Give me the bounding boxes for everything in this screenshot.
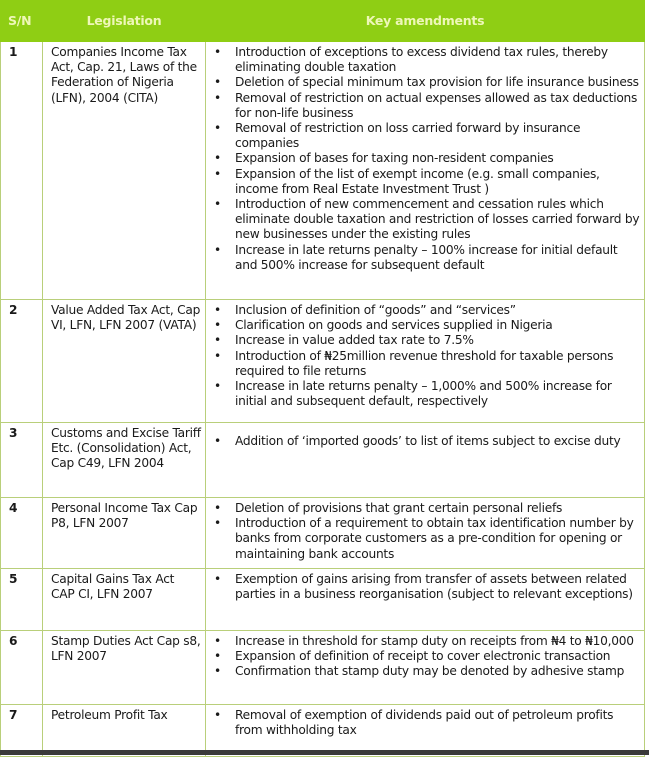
amendment-item bbox=[214, 243, 640, 273]
bottom-edge bbox=[0, 750, 649, 755]
header-legislation: Legislation bbox=[43, 1, 206, 42]
bullet-icon: • bbox=[214, 379, 221, 394]
amendment-item bbox=[214, 664, 640, 679]
amendments-list bbox=[214, 501, 640, 562]
bullet-icon: • bbox=[214, 707, 221, 722]
amendment-item bbox=[214, 333, 640, 348]
amendments-list bbox=[214, 708, 640, 738]
row-legislation: Petroleum Profit Tax bbox=[43, 704, 206, 756]
row-legislation: Personal Income Tax Cap P8, LFN 2007 bbox=[43, 498, 206, 569]
amendment-text: Confirmation that stamp duty may be denoted by adhesive stamp bbox=[235, 664, 625, 679]
bullet-icon: • bbox=[214, 348, 221, 363]
row-legislation: Customs and Excise Tariff Etc. (Consolidation) Act, Cap C49, LFN 2004 bbox=[43, 423, 206, 498]
bullet-icon: • bbox=[214, 303, 221, 317]
row-serial-number: 5 bbox=[1, 568, 43, 630]
bullet-icon: • bbox=[214, 90, 221, 105]
table-row bbox=[1, 423, 645, 498]
amendment-text: Increase in late returns penalty – 100% increase for initial default and 500% increase for subsequent default bbox=[235, 242, 618, 272]
amendment-text: Removal of restriction on loss carried forward by insurance companies bbox=[235, 121, 581, 151]
amendment-text: Expansion of the list of exempt income (e.g. small companies, income from Real Estate Investment Trust ) bbox=[235, 166, 600, 196]
row-serial-number: 1 bbox=[1, 42, 43, 300]
amendment-text: Removal of exemption of dividends paid out of petroleum profits from withholding tax bbox=[235, 707, 614, 738]
amendment-item bbox=[214, 708, 640, 738]
bullet-icon: • bbox=[214, 649, 221, 664]
table-row bbox=[1, 568, 645, 630]
amendment-text: Introduction of exceptions to excess dividend tax rules, thereby eliminating double taxation bbox=[235, 45, 608, 75]
row-amendments bbox=[206, 423, 645, 498]
row-serial-number: 2 bbox=[1, 300, 43, 423]
header-row bbox=[1, 1, 645, 42]
amendment-item bbox=[214, 151, 640, 166]
row-serial-number: 3 bbox=[1, 423, 43, 498]
row-amendments bbox=[206, 300, 645, 423]
amendment-text: Expansion of definition of receipt to cover electronic transaction bbox=[235, 649, 611, 664]
row-amendments bbox=[206, 498, 645, 569]
amendment-text: Introduction of a requirement to obtain tax identification number by banks from corporate customers as a pre-condition for opening or maintaining bank accounts bbox=[235, 516, 634, 561]
amendment-item bbox=[214, 197, 640, 243]
amendment-text: Removal of restriction on actual expenses allowed as tax deductions for non-life business bbox=[235, 90, 638, 120]
amendment-text: Clarification on goods and services supplied in Nigeria bbox=[235, 318, 553, 333]
amendment-item bbox=[214, 434, 640, 449]
table-row bbox=[1, 498, 645, 569]
bullet-icon: • bbox=[214, 197, 221, 212]
bullet-icon: • bbox=[214, 571, 221, 586]
amendment-item bbox=[214, 75, 640, 90]
amendments-list bbox=[214, 303, 640, 409]
row-legislation: Value Added Tax Act, Cap VI, LFN, LFN 2007 (VATA) bbox=[43, 300, 206, 423]
amendment-item bbox=[214, 167, 640, 197]
table-row bbox=[1, 704, 645, 756]
amendment-item bbox=[214, 91, 640, 121]
bullet-icon: • bbox=[214, 501, 221, 515]
amendments-list bbox=[214, 572, 640, 602]
amendment-item bbox=[214, 45, 640, 75]
amendment-item bbox=[214, 349, 640, 379]
row-serial-number: 7 bbox=[1, 704, 43, 756]
amendment-text: Introduction of ₦25million revenue threshold for taxable persons required to file returns bbox=[235, 348, 614, 378]
amendment-item bbox=[214, 121, 640, 151]
amendment-text: Exemption of gains arising from transfer of assets between related parties in a business reorganisation (subject to relevant exceptions) bbox=[235, 571, 633, 602]
amendment-item bbox=[214, 572, 640, 602]
amendment-text: Increase in value added tax rate to 7.5% bbox=[235, 333, 474, 348]
amendment-text: Deletion of provisions that grant certain personal reliefs bbox=[235, 501, 563, 515]
bullet-icon: • bbox=[214, 516, 221, 531]
bullet-icon: • bbox=[214, 121, 221, 136]
row-amendments bbox=[206, 42, 645, 300]
table-row bbox=[1, 300, 645, 423]
header-key-amendments: Key amendments bbox=[206, 1, 645, 42]
amendment-item bbox=[214, 303, 640, 318]
table-row bbox=[1, 42, 645, 300]
amendments-list bbox=[214, 45, 640, 273]
amendment-text: Inclusion of definition of “goods” and “services” bbox=[235, 303, 516, 317]
bullet-icon: • bbox=[214, 75, 221, 90]
row-legislation: Companies Income Tax Act, Cap. 21, Laws of the Federation of Nigeria (LFN), 2004 (CITA) bbox=[43, 42, 206, 300]
bullet-icon: • bbox=[214, 318, 221, 333]
bullet-icon: • bbox=[214, 333, 221, 348]
amendment-text: Expansion of bases for taxing non-resident companies bbox=[235, 151, 554, 166]
table-row bbox=[1, 630, 645, 704]
amendment-item bbox=[214, 634, 640, 649]
bullet-icon: • bbox=[214, 242, 221, 257]
amendment-item bbox=[214, 379, 640, 409]
bullet-icon: • bbox=[214, 151, 221, 166]
row-amendments bbox=[206, 630, 645, 704]
bullet-icon: • bbox=[214, 434, 221, 448]
amendment-text: Addition of ‘imported goods’ to list of items subject to excise duty bbox=[235, 434, 621, 448]
bullet-icon: • bbox=[214, 166, 221, 181]
amendment-text: Introduction of new commencement and cessation rules which eliminate double taxation and restriction of losses carried forward by new businesses under the existing rules bbox=[235, 197, 640, 242]
amendment-text: Deletion of special minimum tax provision for life insurance business bbox=[235, 75, 639, 90]
amendments-list bbox=[214, 434, 640, 449]
header-sn: S/N bbox=[1, 1, 43, 42]
row-serial-number: 4 bbox=[1, 498, 43, 569]
row-amendments bbox=[206, 704, 645, 756]
amendment-item bbox=[214, 318, 640, 333]
amendment-text: Increase in threshold for stamp duty on receipts from ₦4 to ₦10,000 bbox=[235, 633, 634, 648]
bullet-icon: • bbox=[214, 633, 221, 648]
bullet-icon: • bbox=[214, 45, 221, 59]
row-amendments bbox=[206, 568, 645, 630]
amendment-text: Increase in late returns penalty – 1,000% and 500% increase for initial and subsequent default, respectively bbox=[235, 379, 612, 409]
row-legislation: Stamp Duties Act Cap s8, LFN 2007 bbox=[43, 630, 206, 704]
bullet-icon: • bbox=[214, 664, 221, 679]
amendment-item bbox=[214, 649, 640, 664]
row-serial-number: 6 bbox=[1, 630, 43, 704]
amendments-list bbox=[214, 634, 640, 680]
amendment-item bbox=[214, 516, 640, 562]
row-legislation: Capital Gains Tax Act CAP CI, LFN 2007 bbox=[43, 568, 206, 630]
amendment-item bbox=[214, 501, 640, 516]
